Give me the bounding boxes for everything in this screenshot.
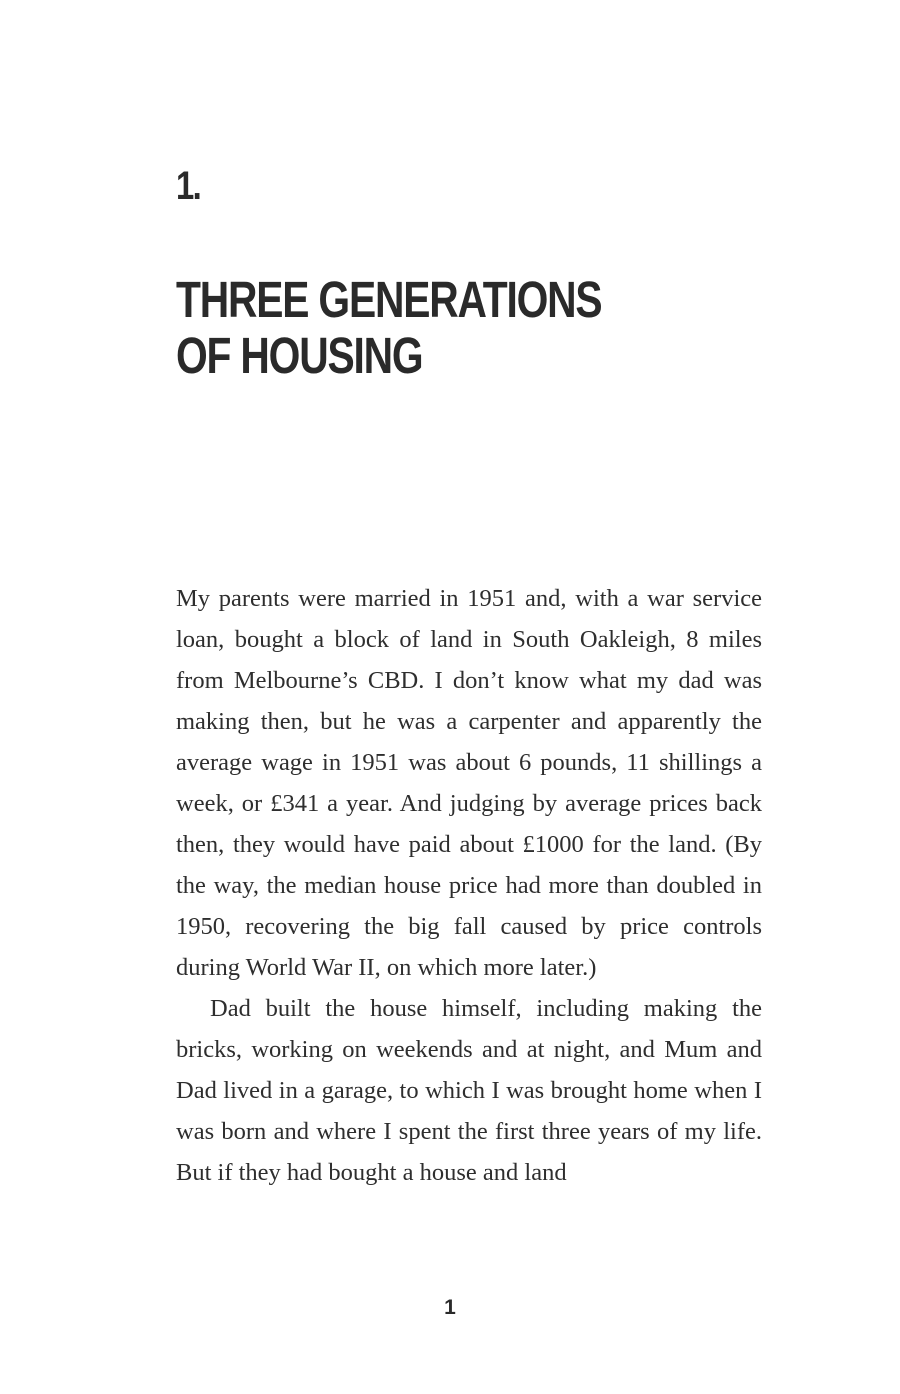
paragraph-1: My parents were married in 1951 and, with a war service loan, bought a block of land in South Oakleigh, 8 miles from Melbourne’s CBD. I don’t know what my dad was making then, but he was a carpenter and apparently the average wage in 1951 was about 6 pounds, 11 shillings a week, or £341 a year. And judging by average prices back then, they would have paid about £1000 for the land. (By the way, the median house price had more than doubled in 1950, recovering the big fall caused by price controls during World War II, on which more later.) [176, 585, 762, 981]
chapter-number: 1. [176, 164, 201, 208]
chapter-title-line-1: THREE GENERATIONS [176, 271, 602, 328]
chapter-title [176, 272, 624, 384]
body-text [176, 578, 762, 1193]
chapter-title-line-2: OF HOUSING [176, 327, 423, 384]
page-number: 1 [444, 1296, 456, 1319]
paragraph-2: Dad built the house himself, including making the bricks, working on weekends and at night, and Mum and Dad lived in a garage, to which I was brought home when I was born and where I spent the first three years of my life. But if they had bought a house and land [176, 995, 762, 1186]
